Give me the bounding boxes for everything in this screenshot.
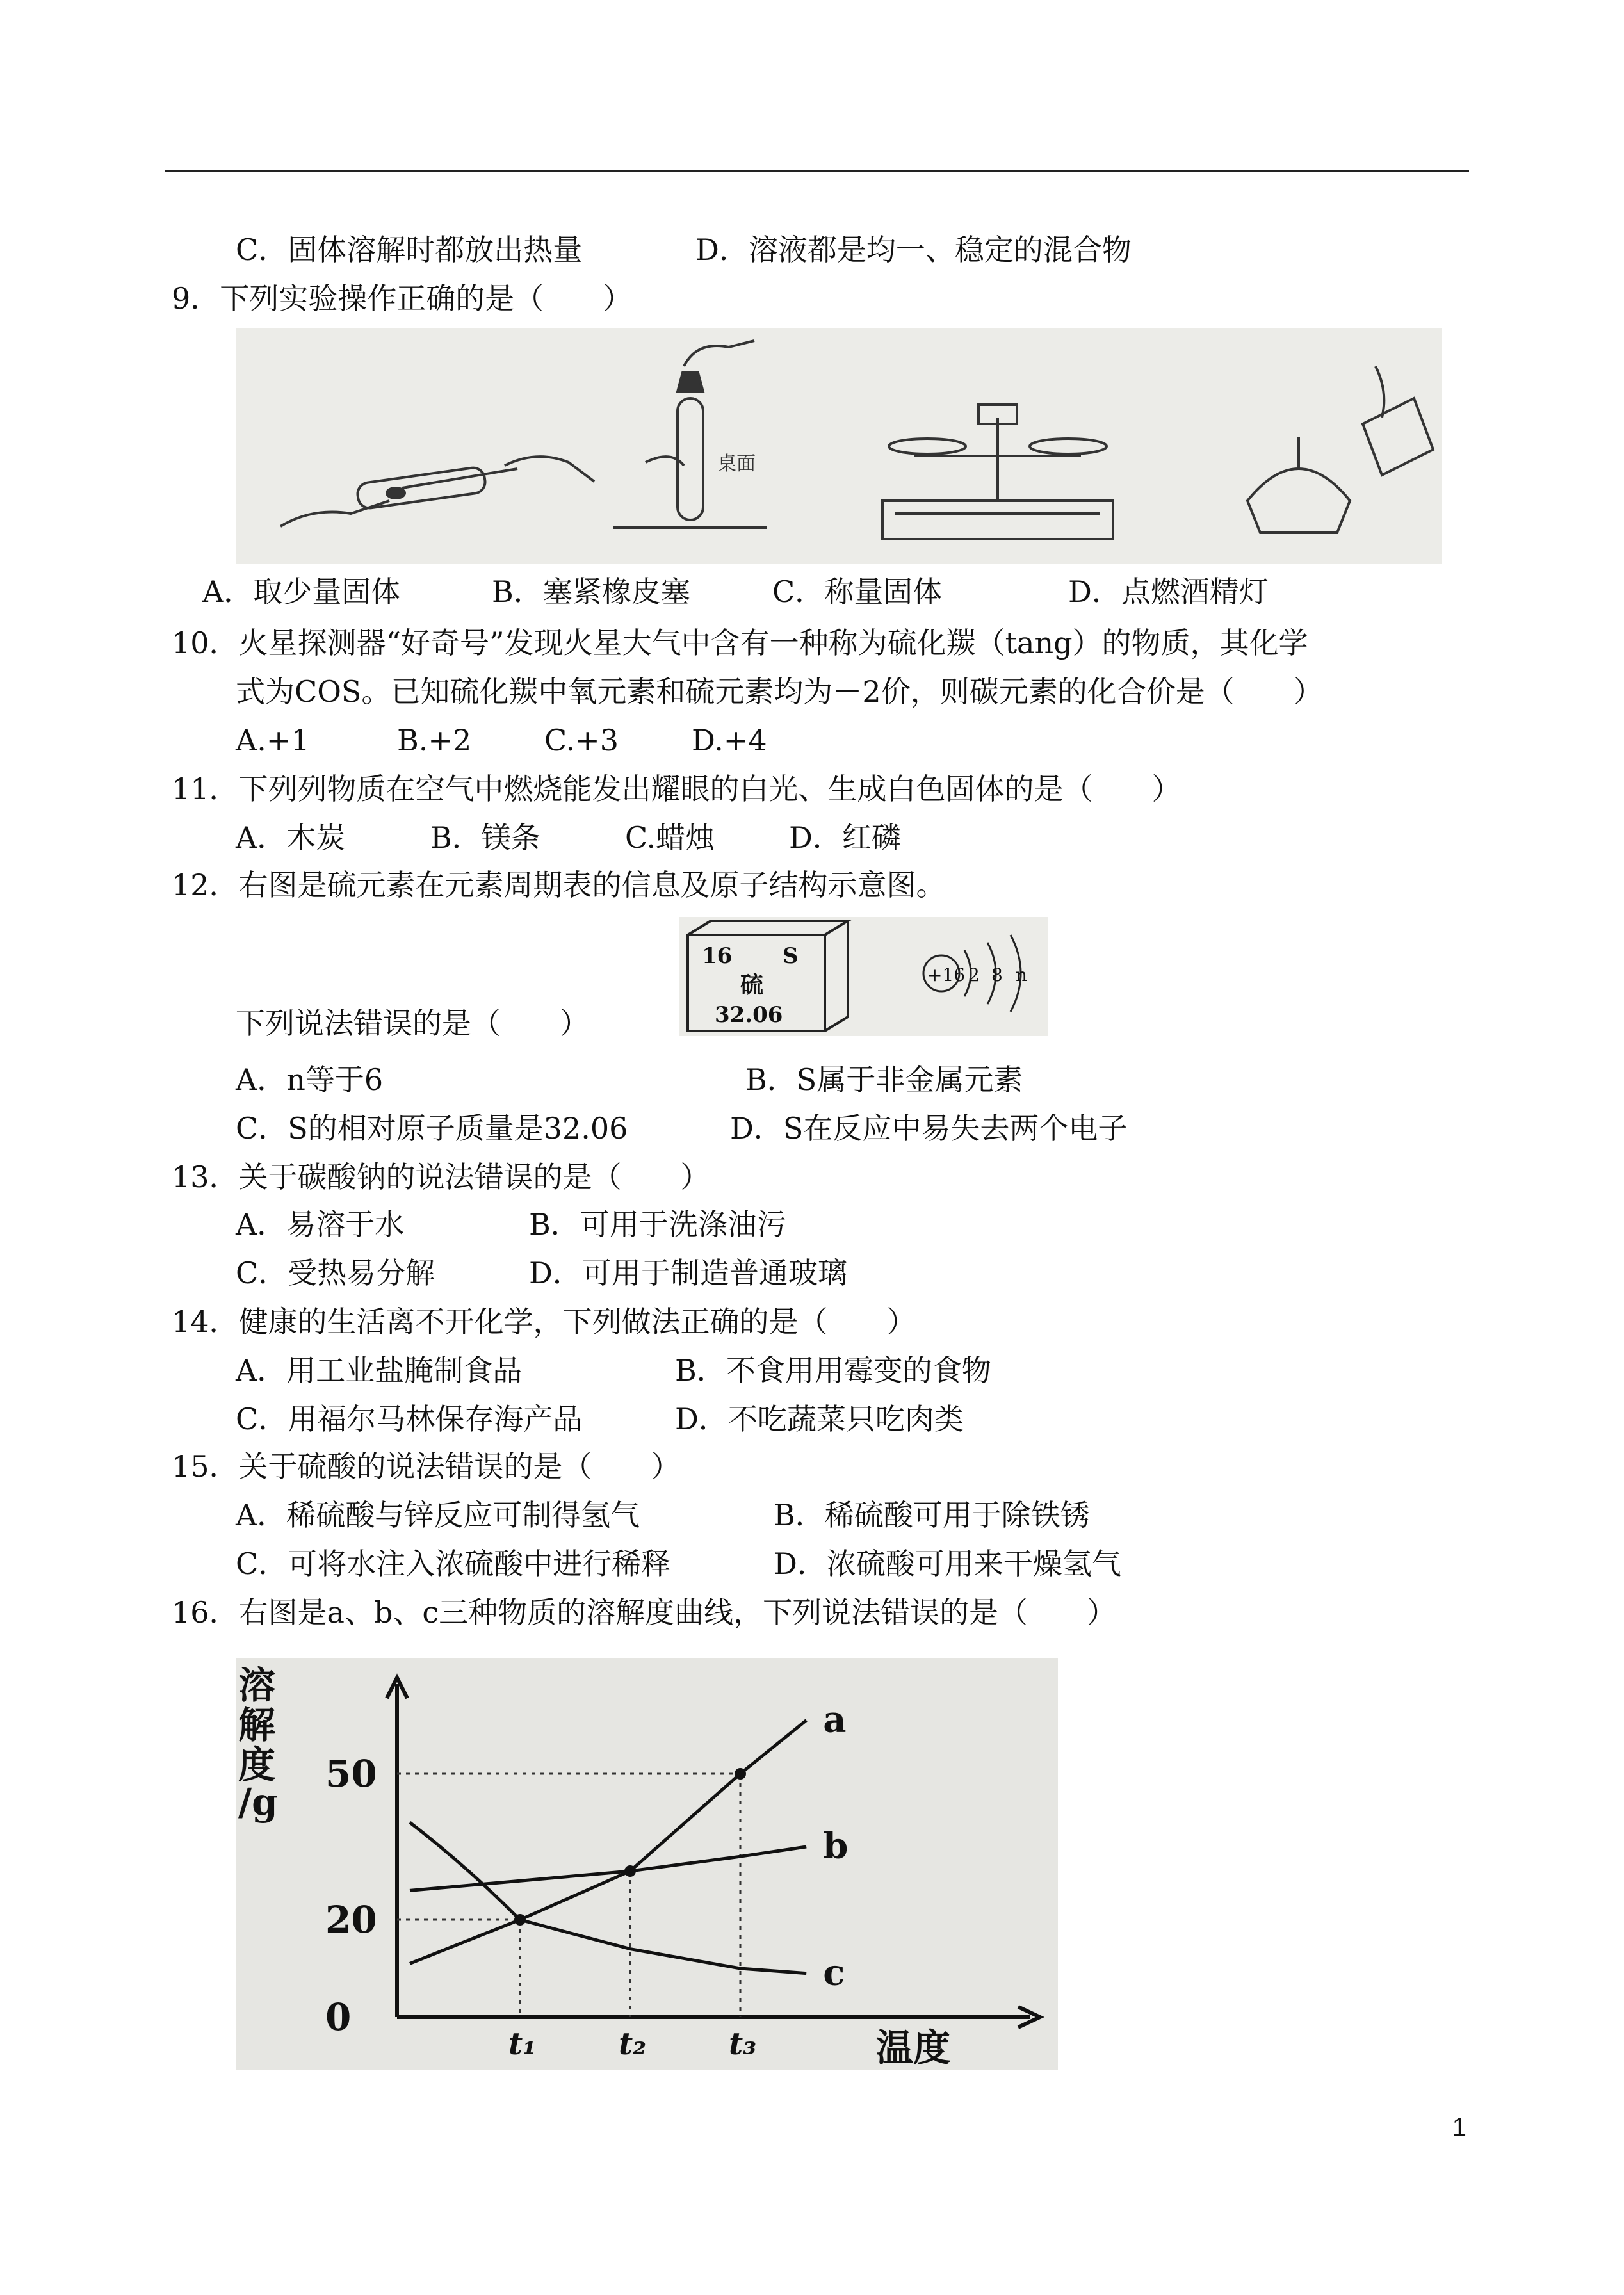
series-label-b: b [823,1825,849,1867]
x-axis-label: 温度 [876,2026,951,2070]
q10-option-a: A.+1 [236,723,310,758]
atom-shell-1: 2 [968,964,980,985]
q12-option-b: B．S属于非金属元素 [745,1062,1023,1097]
element-number: 16 [702,943,733,969]
q10-stem-line1: 10．火星探测器“好奇号”发现火星大气中含有一种称为硫化羰（tang）的物质，其化学 [172,626,1308,660]
solubility-chart [236,1658,1058,2070]
series-line-a [410,1720,806,1963]
q9-fig-tabletop-label: 桌面 [717,453,756,475]
element-symbol: S [783,943,799,969]
y-axis-label-2: 解 [238,1703,276,1747]
q14-option-a: A．用工业盐腌制食品 [236,1353,523,1388]
q10-option-d: D.+4 [692,723,767,758]
element-name: 硫 [740,971,764,998]
q15-option-c: C．可将水注入浓硫酸中进行稀释 [236,1546,671,1581]
q15-stem: 15．关于硫酸的说法错误的是（ ） [172,1449,681,1484]
q13-option-c: C．受热易分解 [236,1256,435,1290]
y-axis-label-4: /g [238,1780,278,1824]
q13-option-d: D．可用于制造普通玻璃 [529,1256,847,1290]
q14-option-b: B．不食用用霉变的食物 [675,1353,991,1388]
atom-shell-2: 8 [991,964,1003,985]
q12-figure [679,917,1048,1036]
q15-option-d: D．浓硫酸可用来干燥氢气 [774,1546,1121,1581]
q16-stem: 16．右图是a、b、c三种物质的溶解度曲线，下列说法错误的是（ ） [172,1595,1117,1630]
q12-option-d: D．S在反应中易失去两个电子 [730,1111,1128,1146]
series-line-b [410,1847,806,1890]
q13-option-a: A．易溶于水 [236,1207,405,1242]
series-label-a: a [823,1698,847,1741]
y-axis-label-1: 溶 [238,1664,276,1707]
q14-option-c: C．用福尔马林保存海产品 [236,1402,583,1436]
q15-option-a: A．稀硫酸与锌反应可制得氢气 [236,1498,640,1532]
series-label-c: c [823,1951,845,1994]
lab-operations-illustration [236,328,1442,564]
q9-stem: 9．下列实验操作正确的是（ ） [172,281,633,316]
x-tick-label: t₂ [619,2026,647,2062]
x-tick-label: t₃ [729,2026,757,2062]
page-number: 1 [1452,2113,1466,2141]
q10-option-b: B.+2 [397,723,472,758]
q14-stem: 14．健康的生活离不开化学，下列做法正确的是（ ） [172,1304,916,1339]
q11-stem: 11．下列列物质在空气中燃烧能发出耀眼的白光、生成白色固体的是（ ） [172,772,1181,806]
q11-option-b: B．镁条 [430,820,540,855]
q14-option-d: D．不吃蔬菜只吃肉类 [675,1402,964,1436]
y-tick-label: 50 [325,1752,377,1796]
q12-stem-2: 下列说法错误的是（ ） [236,1006,589,1041]
atom-nucleus: +16 [927,964,966,985]
q10-stem-line2: 式为COS。已知硫化羰中氧元素和硫元素均为－2价，则碳元素的化合价是（ ） [236,674,1323,709]
q9-option-d: D．点燃酒精灯 [1068,574,1269,609]
q9-option-b: B．塞紧橡皮塞 [492,574,690,609]
x-tick-label: t₁ [508,2026,537,2062]
q12-stem: 12．右图是硫元素在元素周期表的信息及原子结构示意图。 [172,868,946,902]
q13-stem: 13．关于碳酸钠的说法错误的是（ ） [172,1160,710,1194]
q9-option-c: C．称量固体 [772,574,943,609]
y-tick-label: 0 [325,1995,352,2039]
y-tick-label: 20 [325,1898,377,1942]
y-axis-label-3: 度 [238,1743,276,1787]
q12-option-a: A．n等于6 [236,1062,384,1097]
series-line-c [410,1822,806,1974]
q11-option-d: D．红磷 [789,820,901,855]
q10-option-c: C.+3 [544,723,619,758]
q11-option-a: A．木炭 [236,820,346,855]
q8-option-c: C．固体溶解时都放出热量 [236,232,583,267]
q8-option-d: D．溶液都是均一、稳定的混合物 [695,232,1132,267]
q12-option-c: C．S的相对原子质量是32.06 [236,1111,628,1146]
q11-option-c: C.蜡烛 [625,820,715,855]
q9-option-a: A．取少量固体 [202,574,401,609]
atom-shell-3: n [1016,964,1028,985]
q13-option-b: B．可用于洗涤油污 [529,1207,786,1242]
element-mass: 32.06 [715,1002,783,1028]
q9-figure [236,328,1442,564]
q15-option-b: B．稀硫酸可用于除铁锈 [774,1498,1090,1532]
header-rule [165,170,1469,172]
